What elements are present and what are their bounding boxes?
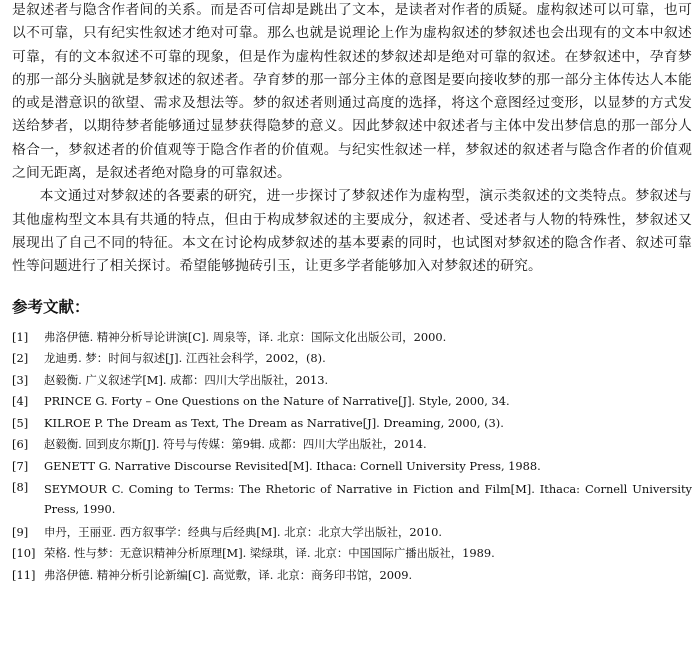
reference-number: [3] — [12, 372, 29, 387]
reference-text: GENETT G. Narrative Discourse Revisited[M]. Ithaca: Cornell University Press, 1988. — [44, 458, 541, 473]
reference-number: [6] — [12, 437, 29, 452]
reference-number: [5] — [12, 415, 29, 430]
reference-item — [12, 350, 692, 366]
reference-number: [4] — [12, 394, 29, 409]
reference-text: 赵毅衡. 回到皮尔斯[J]. 符号与传媒：第9辑. 成都：四川大学出版社，2014. — [44, 437, 427, 452]
reference-item — [12, 458, 692, 474]
reference-text: PRINCE G. Forty – One Questions on the Nature of Narrative[J]. Style, 2000, 34. — [44, 394, 510, 409]
reference-text: 荣格. 性与梦：无意识精神分析原理[M]. 梁绿琪，译. 北京：中国国际广播出版社，1989. — [44, 546, 495, 561]
reference-item — [12, 372, 692, 388]
reference-number: [7] — [12, 458, 29, 473]
references-list — [12, 329, 692, 583]
reference-text: 赵毅衡. 广义叙述学[M]. 成都：四川大学出版社，2013. — [44, 372, 329, 387]
reference-number: [2] — [12, 351, 29, 366]
reference-text: 申丹，王丽亚. 西方叙事学：经典与后经典[M]. 北京：北京大学出版社，2010. — [44, 524, 442, 539]
references-heading: 参考文献： — [12, 297, 90, 316]
reference-text: 弗洛伊德. 精神分析引论新编[C]. 高觉敷，译. 北京：商务印书馆，2009. — [44, 567, 413, 582]
reference-item — [12, 393, 692, 409]
reference-text: SEYMOUR C. Coming to Terms: The Rhetoric of Narrative in Fiction and Film[M]. Ithaca: Cornell University Press, 1990. — [44, 482, 692, 517]
reference-item — [12, 415, 692, 431]
reference-text: KILROE P. The Dream as Text, The Dream as Narrative[J]. Dreaming, 2000, (3). — [44, 415, 504, 430]
reference-item — [12, 436, 692, 452]
reference-text: 龙迪勇. 梦：时间与叙述[J]. 江西社会科学，2002，(8). — [44, 351, 326, 366]
reference-item — [12, 524, 692, 540]
reference-number: [11] — [12, 567, 36, 582]
reference-item — [12, 567, 692, 583]
reference-item — [12, 479, 692, 519]
reference-number: [9] — [12, 524, 29, 539]
body-paragraph-2: 本文通过对梦叙述的各要素的研究，进一步探讨了梦叙述作为虚构型，演示类叙述的文类特点。梦叙述与其他虚构型文本具有共通的特点，但由于构成梦叙述的主要成分，叙述者、受述者与人物的特殊性，梦叙述又展现出了自己不同的特征。本文在讨论构成梦叙述的基本要素的同时，也试图对梦叙述的隐含作者、叙述可靠性等问题进行了相关探讨。希望能够抛砖引玉，让更多学者能够加入对梦叙述的研究。 — [12, 188, 692, 275]
body-paragraph-1: 是叙述者与隐含作者间的关系。而是否可信却是跳出了文本，是读者对作者的质疑。虚构叙述可以可靠，也可以不可靠，只有纪实性叙述才绝对可靠。那么也就是说理论上作为虚构叙述的梦叙述也会出现有的文本中叙述可靠，有的文本叙述不可靠的现象，但是作为虚构性叙述的梦叙述却是绝对可靠的叙述。在梦叙述中，孕育梦的那一部分头脑就是梦叙述的叙述者。孕育梦的那一部分主体的意图是要向接收梦的那一部分主体传达人本能的或是潜意识的欲望、需求及想法等。梦的叙述者则通过高度的选择，将这个意图经过变形，以显梦的方式发送给梦者，以期待梦者能够通过显梦获得隐梦的意义。因此梦叙述中叙述者与主体中发出梦信息的那一部分人格合一，梦叙述者的价值观等于隐含作者的价值观。与纪实性叙述一样，梦叙述的叙述者与隐含作者的价值观之间无距离，是叙述者绝对隐身的可靠叙述。 — [12, 2, 692, 182]
reference-item — [12, 545, 692, 561]
reference-number: [1] — [12, 329, 29, 344]
reference-item — [12, 329, 692, 345]
reference-number: [8] — [12, 480, 29, 495]
reference-text: 弗洛伊德. 精神分析导论讲演[C]. 周泉等，译. 北京：国际文化出版公司，2000. — [44, 329, 447, 344]
reference-number: [10] — [12, 546, 36, 561]
